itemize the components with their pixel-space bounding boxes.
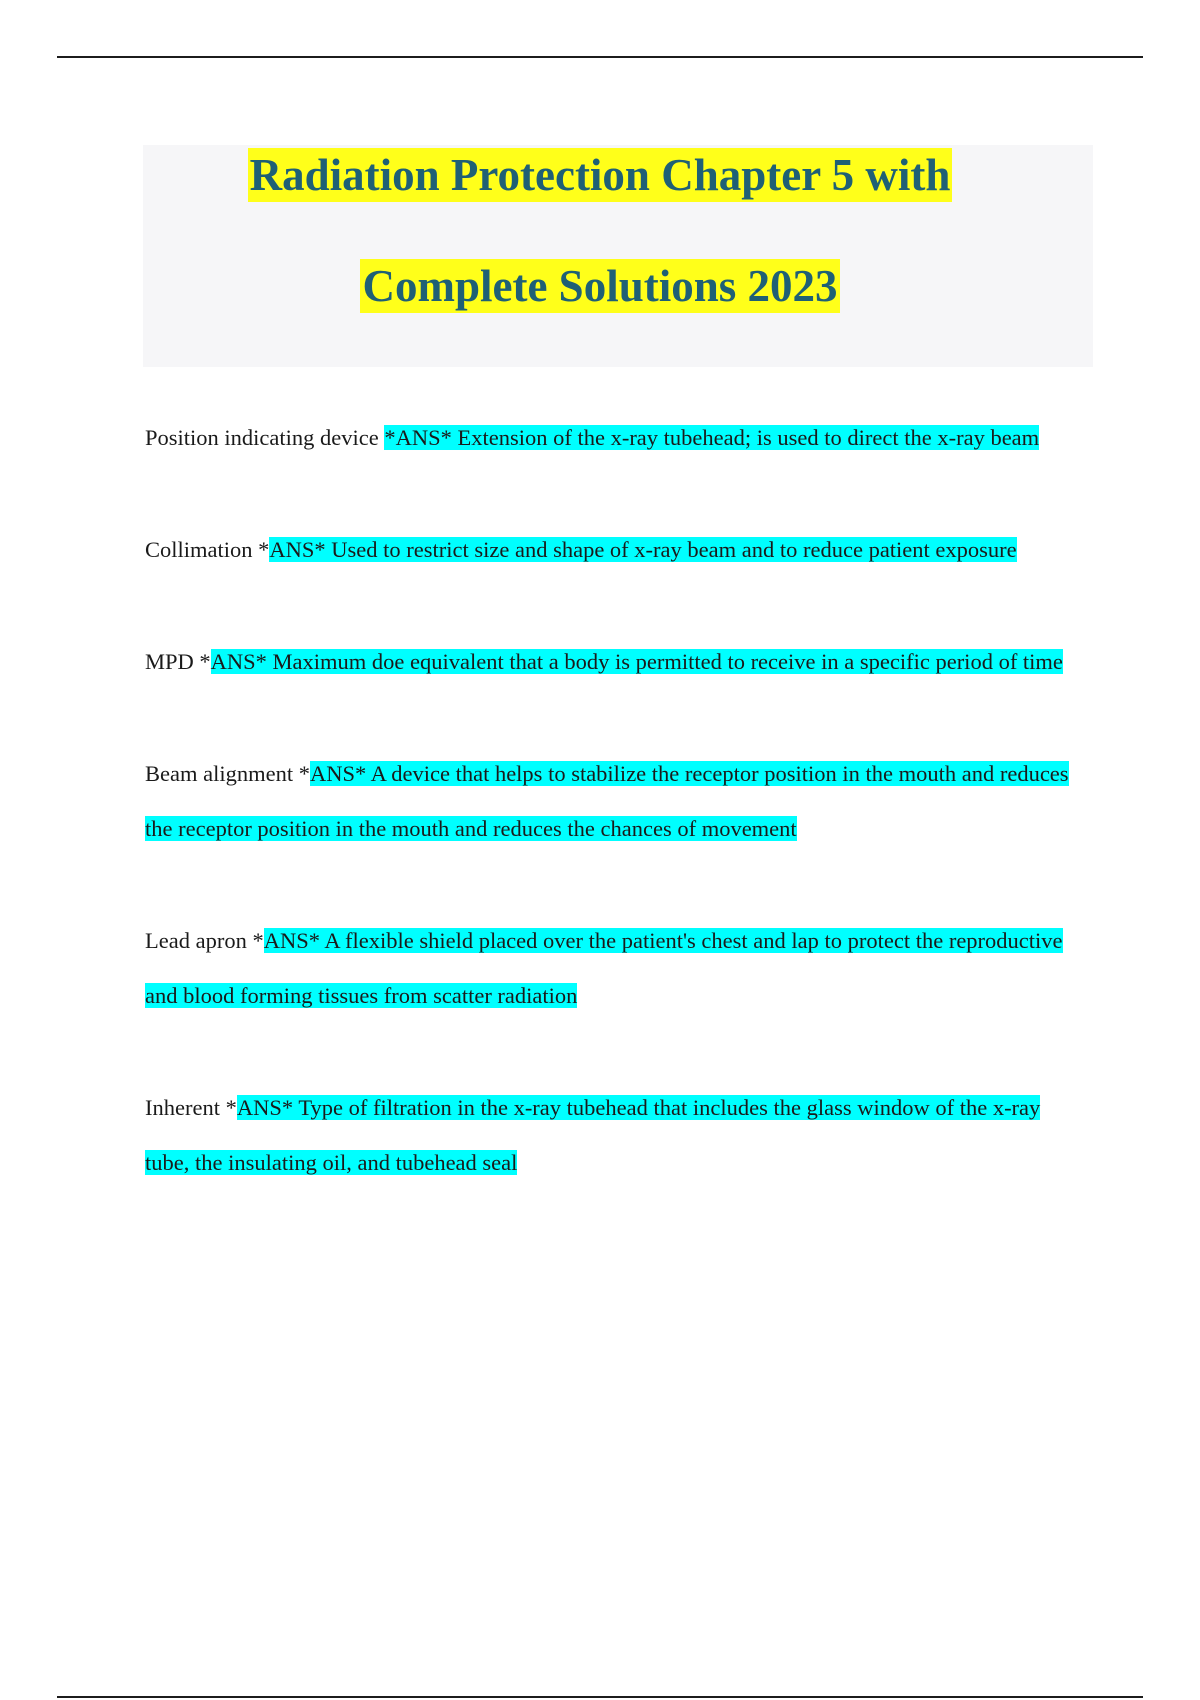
qa-list xyxy=(145,410,1085,1247)
term: MPD * xyxy=(145,649,211,674)
answer: ANS* A flexible shield placed over the patient's chest and lap to protect the reproductive and blood forming tissues from scatter radiation xyxy=(145,928,1063,1008)
qa-entry-collimation xyxy=(145,522,1085,577)
answer: ANS* Used to restrict size and shape of x-ray beam and to reduce patient exposure xyxy=(269,537,1017,562)
answer: ANS* A device that helps to stabilize the receptor position in the mouth and reduces the receptor position in the mouth and reduces the chances of movement xyxy=(145,761,1069,841)
answer: *ANS* Extension of the x-ray tubehead; is used to direct the x-ray beam xyxy=(384,425,1040,450)
term: Position indicating device xyxy=(145,425,385,450)
term: Inherent * xyxy=(145,1095,237,1120)
qa-entry-position-indicating-device xyxy=(145,410,1085,465)
qa-entry-beam-alignment xyxy=(145,746,1085,856)
document-title-line-2: Complete Solutions 2023 xyxy=(362,261,838,311)
bottom-rule xyxy=(57,1696,1143,1698)
answer: ANS* Maximum doe equivalent that a body is permitted to receive in a specific period of time xyxy=(210,649,1063,674)
term: Collimation * xyxy=(145,537,270,562)
term: Lead apron * xyxy=(145,928,264,953)
qa-entry-mpd xyxy=(145,634,1085,689)
term: Beam alignment * xyxy=(145,761,310,786)
qa-entry-lead-apron xyxy=(145,913,1085,1023)
answer: ANS* Type of filtration in the x-ray tubehead that includes the glass window of the x-ray tube, the insulating oil, and tubehead seal xyxy=(145,1095,1041,1175)
document-title-line-1: Radiation Protection Chapter 5 with xyxy=(249,150,951,200)
qa-entry-inherent xyxy=(145,1080,1085,1190)
top-rule xyxy=(57,56,1143,58)
